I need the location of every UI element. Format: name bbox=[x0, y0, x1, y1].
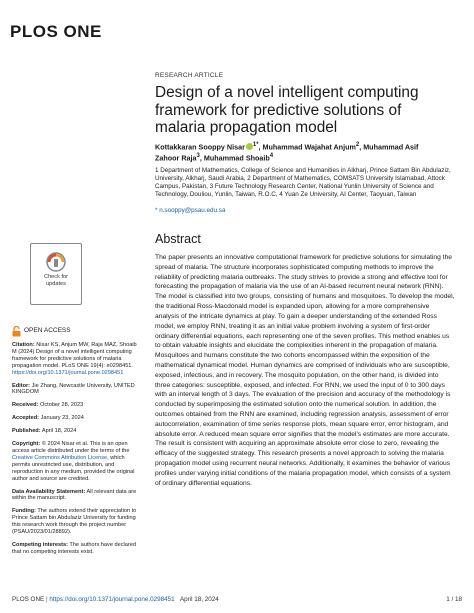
affiliations: 1 Department of Mathematics, College of Science and Humanities in Alkharj, Prince Sattam Bin Abdulaziz, University, Alkharj, Saudi Arabia, 2 Department of Mathematics, COMSATS University Islamabad, Attock Campus, Pakistan, 3 Future Technology Research Center, National Yunlin University of Science and Technology, Douliou, Yunlin, Taiwan, R.O.C, 4 Yuan Ze University, AI Center, Taoyuan, Taiwan bbox=[155, 167, 451, 198]
competing-interests-label: Competing interests: bbox=[12, 541, 68, 548]
footer-citation bbox=[12, 596, 219, 603]
abstract-text: The paper presents an innovative computational framework for predictive solutions for simulating the spread of malaria. The structure incorporates sophisticated computing methods to improve the reliability of predicting malaria outbreaks. The study strives to provide a strong and effective tool for forecasting the propagation of malaria via the use of an AI-based recurrent neural network (RNN). The model is classified into two groups, consisting of humans and mosquitoes. To develop the model, the traditional Ross-Macdonald model is expanded upon, allowing for a more comprehensive analysis of the intricate dynamics at play. To gain a deeper understanding of the extended Ross model, we employ RNN, treating it as an initial value problem involving a system of first-order ordinary differential equations, each representing one of the seven profiles. This method enables us to obtain valuable insights and elucidate the complexities inherent in the propagation of malaria. Mosquitoes and humans constitute the two cohorts encompassed within the exposition of the mathematical dynamical model. Human dynamics are comprised of individuals who are susceptible, exposed, infectious, and in recovery. The mosquito population, on the other hand, is divided into three categories: susceptible, exposed, and infected. For RNN, we used the input of 0 to 300 days with an interval length of 3 days. The evaluation of the precision and accuracy of the methodology is conducted by superimposing the estimated solution onto the numerical solution. In addition, the outcomes obtained from the RNN are examined, including regression analysis, assessment of error autocorrelation, examination of time series response plots, mean square error, error histogram, and absolute error. A reduced mean square error signifies that the model's estimates are more accurate. The result is consistent with acquiring an approximate absolute error close to zero, revealing the efficacy of the suggested strategy. This research presents a novel approach to solving the malaria propagation model using recurrent neural networks. Additionally, it examines the behavior of various profiles under varying initial conditions of the malaria propagation model, which consists of a system of ordinary differential equations. bbox=[155, 254, 455, 487]
data-availability-block bbox=[12, 489, 142, 503]
data-availability-text: All relevant data are within the manuscript. bbox=[12, 488, 137, 502]
footer-journal: PLOS ONE bbox=[12, 596, 45, 603]
check-updates-label: Check for bbox=[44, 274, 68, 280]
competing-interests-block bbox=[12, 542, 142, 556]
footer-date: April 18, 2024 bbox=[179, 596, 219, 603]
author-list bbox=[155, 141, 455, 163]
copyright-text: , which permits unrestricted use, distribution, and reproduction in any medium, provided the original author and source are credited. bbox=[12, 454, 135, 482]
article-info-sidebar bbox=[12, 326, 142, 562]
funding-label: Funding: bbox=[12, 508, 36, 515]
copyright-text: © 2024 Nisar et al. This is an open access article distributed under the terms of the bbox=[12, 441, 130, 454]
citation-label: Citation: bbox=[12, 342, 35, 348]
open-access-label: OPEN ACCESS bbox=[24, 327, 71, 335]
journal-logo: PLOS ONE bbox=[10, 22, 102, 41]
citation-block bbox=[12, 342, 142, 377]
received-date: October 28, 2023 bbox=[40, 402, 84, 409]
published-date: April 18, 2024 bbox=[41, 428, 77, 435]
author-marks: 3 bbox=[196, 152, 200, 159]
license-link[interactable]: Creative Commons Attribution License bbox=[12, 454, 108, 461]
citation-text: Nisar KS, Anjum MW, Raja MAZ, Shoaib M (2024) Design of a novel intelligent computing framework for predictive solutions of malaria propagation model. PLoS ONE 19(4): e0298451. bbox=[12, 342, 137, 369]
author-name: , Muhammad Asif bbox=[359, 142, 419, 152]
orcid-icon[interactable] bbox=[246, 143, 253, 150]
article-title: Design of a novel intelligent computing framework for predictive solutions of malaria propagation model bbox=[155, 84, 419, 137]
page-number: 1 / 18 bbox=[446, 596, 462, 603]
check-for-updates-icon bbox=[46, 252, 66, 272]
competing-interests-text: The authors have declared that no competing interests exist. bbox=[12, 541, 136, 555]
check-updates-label: updates bbox=[46, 280, 66, 287]
funding-block bbox=[12, 508, 142, 536]
author-name: Zahoor Raja bbox=[155, 153, 197, 163]
funding-text: The authors extend their appreciation to Prince Sattam bin Abdulaziz University for funding this research work through the project number (PSAU/2023/01/28892). bbox=[12, 508, 137, 536]
author-name: , Muhammad Shoaib bbox=[199, 153, 270, 163]
editor-text: Jie Zhang, Newcastle University, UNITED KINGDOM bbox=[12, 382, 135, 396]
author-marks: 1* bbox=[252, 142, 259, 148]
author-marks: 4 bbox=[269, 152, 274, 159]
author-marks: 2 bbox=[355, 142, 360, 148]
footer-doi-link[interactable]: https://doi.org/10.1371/journal.pone.0298451 bbox=[49, 596, 175, 603]
copyright-label: Copyright: bbox=[12, 441, 41, 448]
published-block bbox=[12, 428, 142, 435]
published-label: Published: bbox=[12, 428, 41, 435]
editor-block bbox=[12, 383, 142, 397]
accepted-label: Accepted: bbox=[12, 415, 40, 422]
citation-doi-link[interactable]: https://doi.org/10.1371/journal.pone.0298451 bbox=[12, 369, 124, 376]
data-availability-label: Data Availability Statement: bbox=[12, 488, 86, 495]
corresponding-email[interactable]: * n.sooppy@psau.edu.sa bbox=[155, 207, 226, 214]
accepted-block bbox=[12, 415, 142, 422]
author-name: Kottakkaran Sooppy Nisar bbox=[155, 142, 245, 152]
received-label: Received: bbox=[12, 402, 39, 409]
footer-separator: | bbox=[44, 596, 50, 603]
check-for-updates-badge[interactable] bbox=[30, 243, 82, 305]
open-access-banner bbox=[12, 326, 142, 337]
open-lock-icon bbox=[12, 326, 21, 337]
author-name: , Muhammad Wajahat Anjum bbox=[258, 142, 356, 152]
accepted-date: January 23, 2024 bbox=[40, 415, 84, 422]
received-block bbox=[12, 402, 142, 409]
copyright-block bbox=[12, 441, 142, 482]
abstract-heading: Abstract bbox=[155, 232, 201, 246]
editor-label: Editor: bbox=[12, 382, 31, 389]
article-type: RESEARCH ARTICLE bbox=[155, 72, 224, 79]
